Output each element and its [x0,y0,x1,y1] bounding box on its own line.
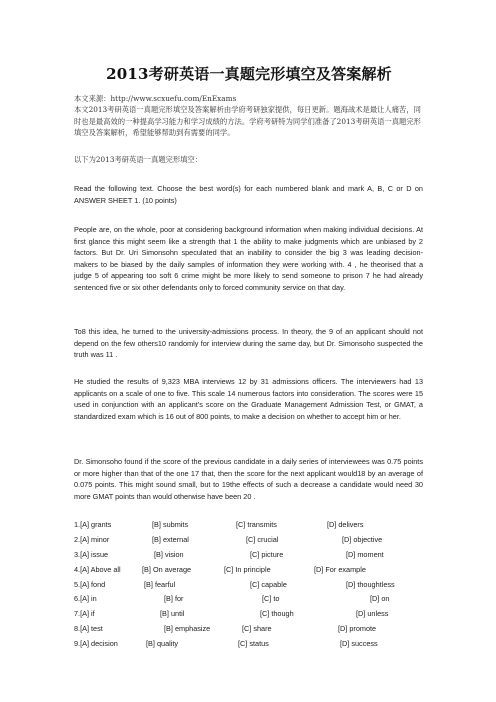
option-b: [B] for [164,594,184,603]
option-d: [D] delivers [327,520,364,529]
option-b: [B] external [152,535,189,544]
option-c: [C] capable [250,580,287,589]
option-d: [D] unless [356,609,389,618]
option-b: [B] fearful [144,580,176,589]
document-title: 2013考研英语一真题完形填空及答案解析 [106,65,392,83]
instructions: Read the following text. Choose the best word(s) for each numbered blank and mark A, B, C or D on ANSWER SHEET 1. (10 points) [74,184,423,205]
option-c: [C] to [262,594,280,603]
option-c: [C] transmits [236,520,277,529]
option-d: [D] success [340,639,378,648]
option-row-8 [74,624,434,635]
option-row-5 [74,580,434,591]
option-d: [D] on [370,594,390,603]
option-a: 5.[A] fond [74,580,106,589]
option-c: [C] picture [250,550,284,559]
option-c: [C] though [260,609,294,618]
option-d: [D] For example [314,565,366,574]
option-d: [D] thoughtless [346,580,395,589]
paragraph-3: He studied the results of 9,323 MBA interviews 12 by 31 admissions officers. The interviewers had 13 applicants on a scale of one to five. This scale 14 numerous factors into consideration. The scores were 15 used in conjunction with an applicant’s score on the Graduate Management Admission Test, or GMAT, a standardized exam which is 16 out of 800 points, to make a decision on whether to accept him or her. [74,377,423,421]
intro-paragraph: 本文2013考研英语一真题完形填空及答案解析由学府考研独家提供，每日更新。题海战术是最让人痛苦，同时也是最高效的一种提高学习能力和学习成绩的方法。学府考研特为同学们准备了2013考研英语一真题完形填空及答案解析，希望能够帮助到有需要的同学。 [74,105,421,137]
paragraph-2: To8 this idea, he turned to the university-admissions process. In theory, the 9 of an applicant should not depend on the few others10 randomly for interview during the same day, but Dr. Simonsoho suspected the truth was 11 . [74,327,423,360]
option-b: [B] until [160,609,185,618]
option-a: 7.[A] if [74,609,95,618]
option-c: [C] In principle [224,565,271,574]
option-row-4 [74,565,434,576]
option-row-9 [74,639,434,650]
option-d: [D] promote [338,624,377,633]
option-c: [C] crucial [246,535,279,544]
lead-in-line: 以下为2013考研英语一真题完形填空： [74,155,203,164]
option-a: 3.[A] issue [74,550,109,559]
option-a: 4.[A] Above all [74,565,121,574]
option-a: 6.[A] in [74,594,97,603]
option-b: [B] vision [154,550,184,559]
option-b: [B] emphasize [164,624,211,633]
option-d: [D] objective [342,535,383,544]
option-row-6 [74,594,434,605]
option-a: 9.[A] decision [74,639,118,648]
option-row-7 [74,609,434,620]
paragraph-1: People are, on the whole, poor at considering background information when making individual decisions. At first glance this might seem like a strength that 1 the ability to make judgments which are unbiased by 2 factors. But Dr. Uri Simonsohn speculated that an inability to consider the big 3 was leading decision-makers to be biased by the daily samples of information they were working with. 4 , he theorised that a judge 5 of appearing too soft 6 crime might be more likely to send someone to prison 7 he had already sentenced five or six other defendants only to forced community service on that day. [74,225,423,292]
option-a: 2.[A] minor [74,535,110,544]
option-b: [B] submits [152,520,189,529]
paragraph-4: Dr. Simonsoho found if the score of the previous candidate in a daily series of interviewees was 0.75 points or more higher than that of the one 17 that, then the score for the next applicant would18 by an average of 0.075 points. This might sound small, but to 19the effects of such a decrease a candidate would need 30 more GMAT points than would otherwise have been 20 . [74,457,423,501]
source-line: 本文来源：http://www.scxuefu.com/EnExams [74,94,237,103]
option-b: [B] quality [146,639,179,648]
option-a: 1.[A] grants [74,520,112,529]
option-c: [C] status [238,639,269,648]
option-d: [D] moment [346,550,384,559]
option-b: [B] On average [142,565,192,574]
option-row-2 [74,535,434,546]
option-c: [C] share [242,624,272,633]
option-row-3 [74,550,434,561]
option-row-1 [74,520,434,531]
option-a: 8.[A] test [74,624,103,633]
